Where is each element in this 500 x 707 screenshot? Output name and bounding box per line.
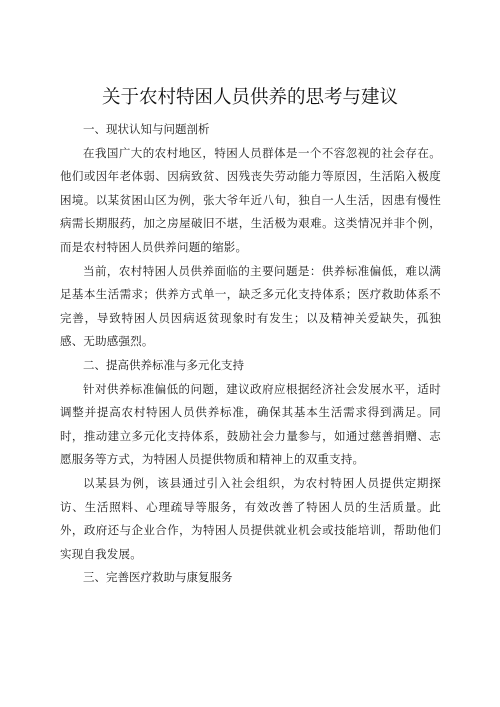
paragraph: 针对供养标准偏低的问题，建议政府应根据经济社会发展水平，适时调整并提高农村特困人员供养标准，确保其基本生活需求得到满足。同时，推动建立多元化支持体系，鼓励社会力量参与，如通过慈善捐赠、志愿服务等方式，为特困人员提供物质和精神上的双重支持。 [60, 381, 441, 467]
paragraph: 以某县为例，该县通过引入社会组织，为农村特困人员提供定期探访、生活照料、心理疏导等服务，有效改善了特困人员的生活质量。此外，政府还与企业合作，为特困人员提供就业机会或技能培训，帮助他们实现自我发展。 [60, 475, 441, 561]
section-heading: 二、提高供养标准与多元化支持 [83, 357, 244, 372]
section-heading: 三、完善医疗救助与康复服务 [83, 570, 233, 585]
document-body [60, 118, 441, 590]
paragraph: 当前，农村特困人员供养面临的主要问题是：供养标准偏低，难以满足基本生活需求；供养方式单一，缺乏多元化支持体系；医疗救助体系不完善，导致特困人员因病返贫现象时有发生；以及精神关爱缺失，孤独感、无助感强烈。 [60, 263, 441, 349]
paragraph: 在我国广大的农村地区，特困人员群体是一个不容忽视的社会存在。他们或因年老体弱、因病致贫、因残丧失劳动能力等原因，生活陷入极度困境。以某贫困山区为例，张大爷年近八旬，独自一人生活，因患有慢性病需长期服药，加之房屋破旧不堪，生活极为艰难。这类情况并非个例，而是农村特困人员供养问题的缩影。 [60, 145, 441, 254]
section-heading: 一、现状认知与问题剖析 [83, 122, 210, 136]
document-title: 关于农村特困人员供养的思考与建议 [101, 87, 398, 108]
